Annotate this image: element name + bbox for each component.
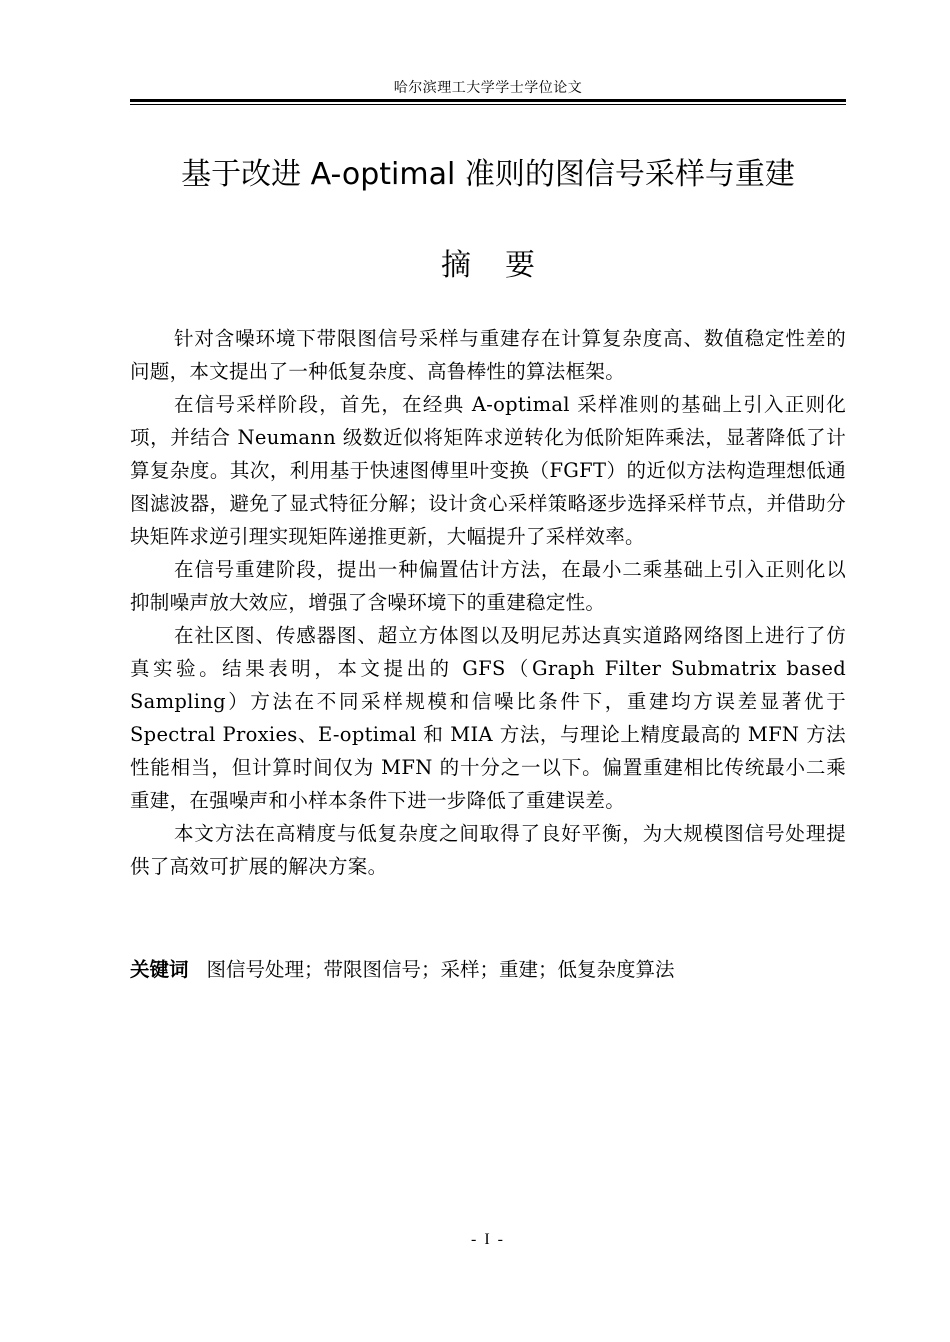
abstract-heading: 摘要 (441, 248, 569, 283)
abstract-paragraph: 在信号采样阶段，首先，在经典 A-optimal 采样准则的基础上引入正则化项，并结合 Neumann 级数近似将矩阵求逆转化为低阶矩阵乘法，显著降低了计算复杂度。其次，利用基于快速图傅里叶变换（FGFT）的近似方法构造理想低通图滤波器，避免了显式特征分解；设计贪心采样策略逐步选择采样节点，并借助分块矩阵求逆引理实现矩阵递推更新，大幅提升了采样效率。 (130, 393, 846, 548)
page-header (130, 78, 846, 108)
abstract-paragraph: 本文方法在高精度与低复杂度之间取得了良好平衡，为大规模图信号处理提供了高效可扩展的解决方案。 (130, 822, 846, 878)
abstract-body (130, 322, 846, 883)
abstract-paragraph: 针对含噪环境下带限图信号采样与重建存在计算复杂度高、数值稳定性差的问题，本文提出了一种低复杂度、高鲁棒性的算法框架。 (130, 327, 846, 383)
header-rule-thin (130, 104, 846, 105)
abstract-paragraph: 在社区图、传感器图、超立方体图以及明尼苏达真实道路网络图上进行了仿真实验。结果表明，本文提出的 GFS（Graph Filter Submatrix based Sampling）方法在不同采样规模和信噪比条件下，重建均方误差显著优于 Spectral Proxies、E-optimal 和 MIA 方法，与理论上精度最高的 MFN 方法性能相当，但计算时间仅为 MFN 的十分之一以下。偏置重建相比传统最小二乘重建，在强噪声和小样本条件下进一步降低了重建误差。 (130, 624, 846, 812)
header-text: 哈尔滨理工大学学士学位论文 (393, 80, 583, 96)
keywords-line (130, 953, 846, 986)
page-number: - I - (471, 1231, 505, 1248)
abstract-paragraph: 在信号重建阶段，提出一种偏置估计方法，在最小二乘基础上引入正则化以抑制噪声放大效应，增强了含噪环境下的重建稳定性。 (130, 558, 846, 614)
header-rule-thick (130, 99, 846, 102)
keywords-value: 图信号处理；带限图信号；采样；重建；低复杂度算法 (206, 958, 675, 981)
thesis-title: 基于改进 A-optimal 准则的图信号采样与重建 (181, 157, 795, 192)
keywords-label: 关键词 (130, 958, 189, 981)
